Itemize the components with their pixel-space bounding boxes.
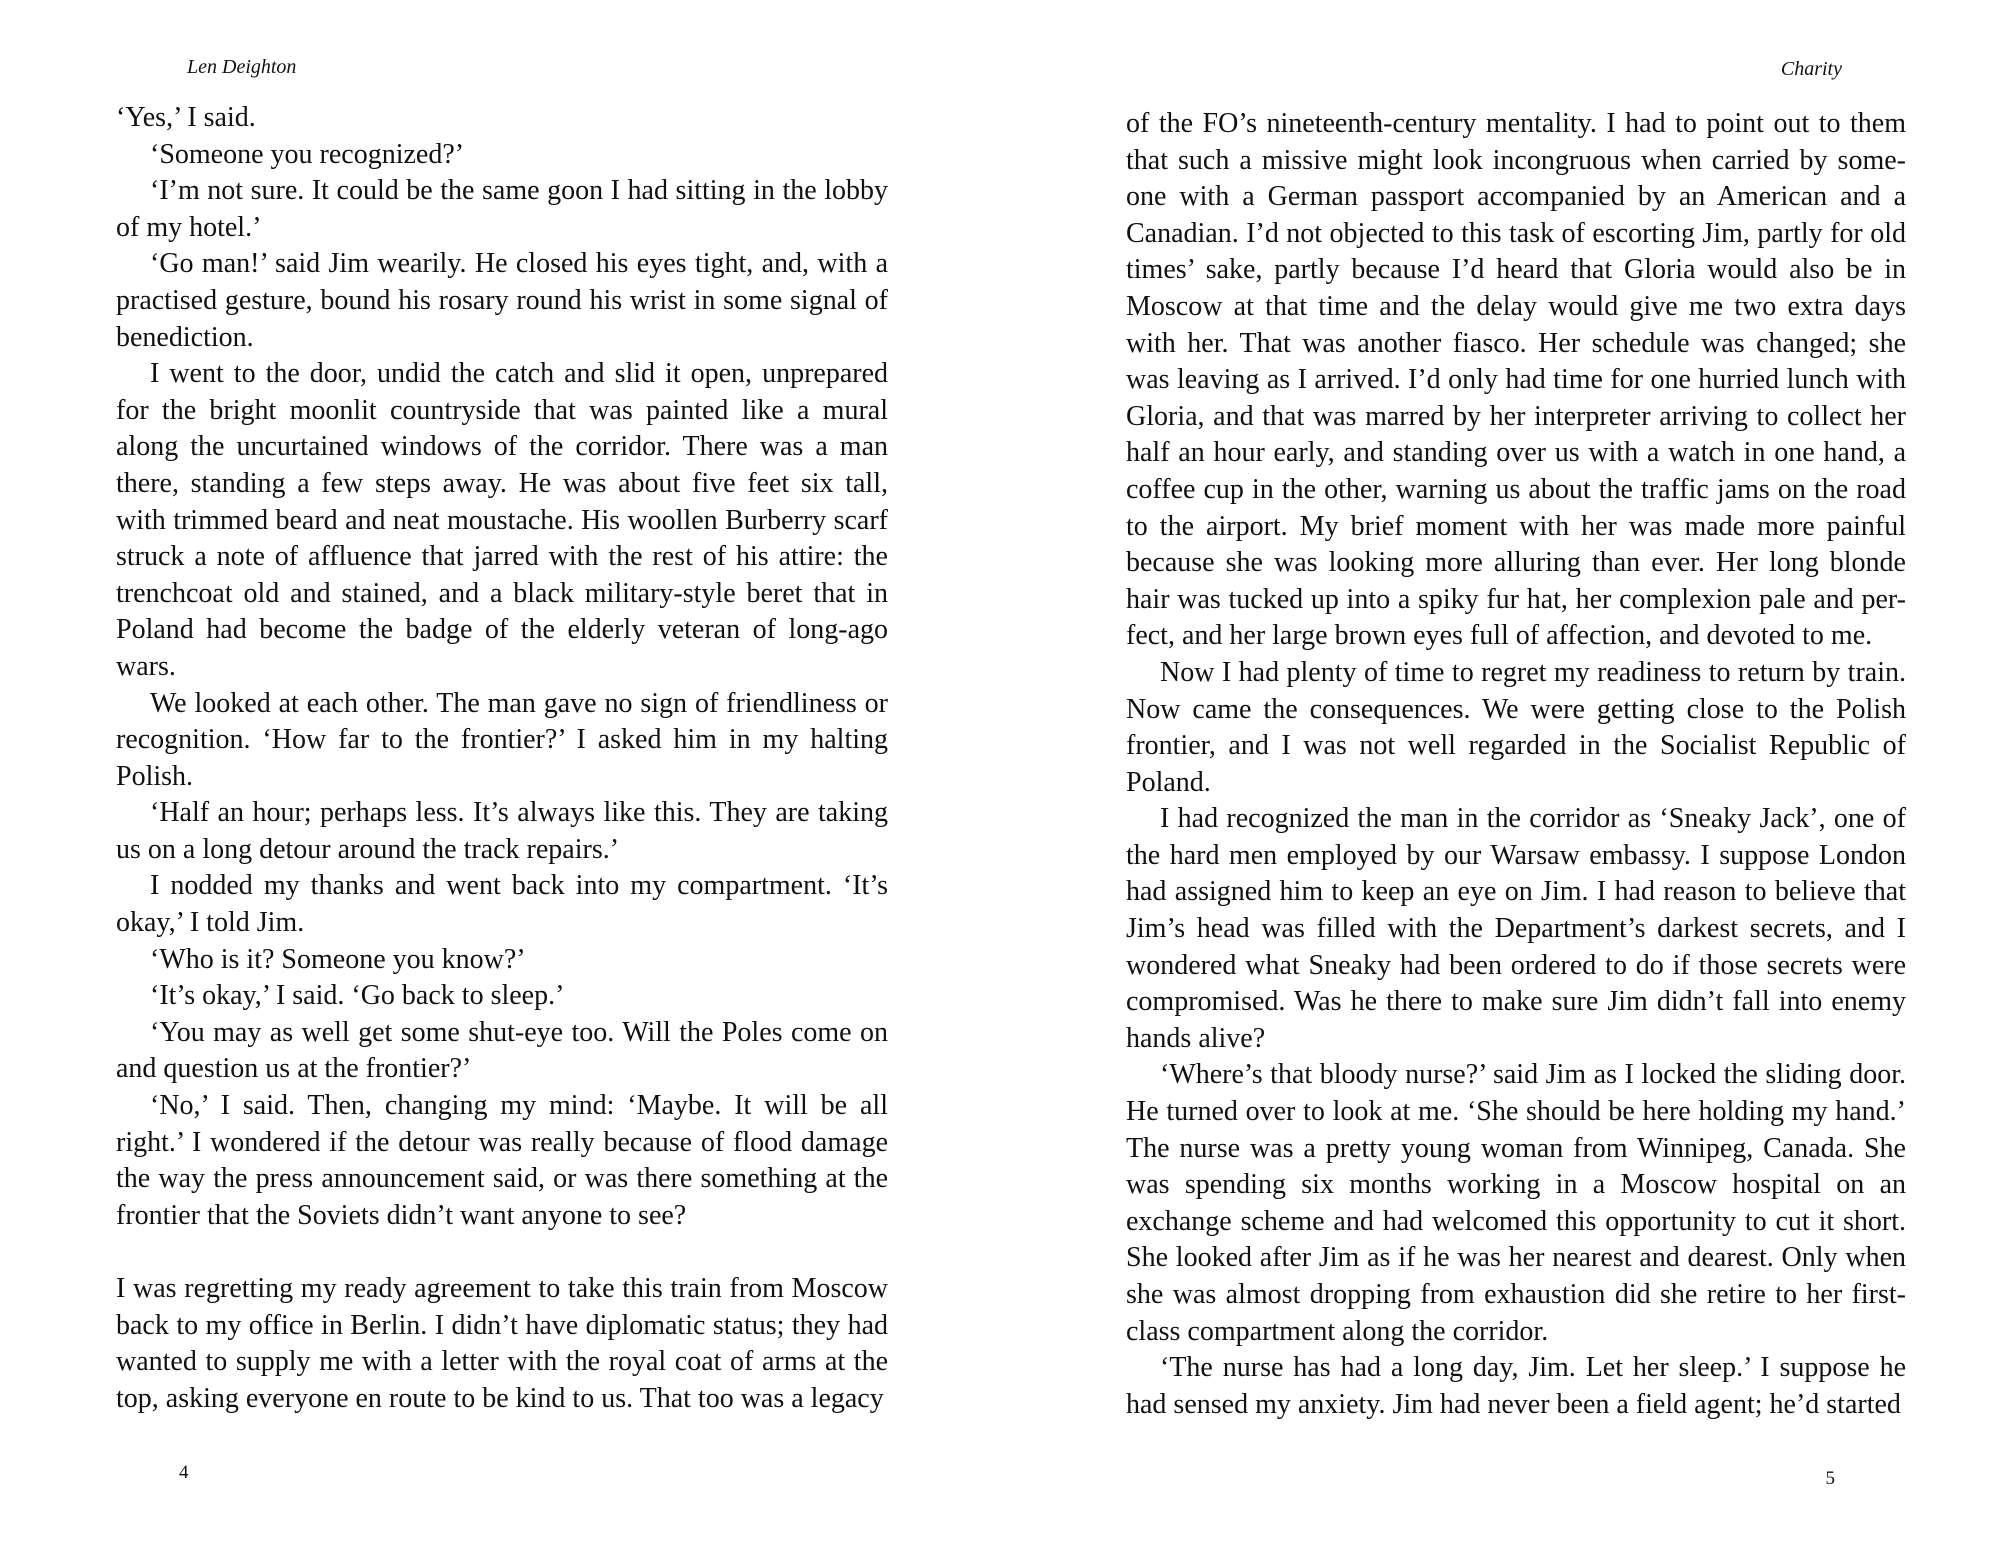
page-number-right: 5 <box>1825 1468 1835 1489</box>
paragraph: ‘Go man!’ said Jim wearily. He closed his eyes tight, and, with a practised gesture, bound his rosary round his wrist in some signal of benediction. <box>116 248 888 353</box>
paragraph-section-start: I was regretting my ready agreement to take this train from Moscow back to my office in Berlin. I didn’t have diplomatic status; they had wanted to supply me with a letter with the royal coat of arms at the top, asking everyone en route to be kind to us. That too was a legacy <box>116 1273 888 1414</box>
paragraph: ‘It’s okay,’ I said. ‘Go back to sleep.’ <box>150 980 565 1012</box>
paragraph: ‘Where’s that bloody nurse?’ said Jim as I locked the sliding door. He turned over to look at me. ‘She should be here holding my hand.’ The nurse was a pretty young woman from Winnipeg, Canada. She was spending six months working in a Moscow hospital on an exchange scheme and had welcomed this opportunity to cut it short. She looked after Jim as if he was her nearest and dearest. Only when she was almost dropping from exhaustion did she retire to her first-class compartment along the corridor. <box>1126 1059 1906 1347</box>
paragraph: Now I had plenty of time to regret my readiness to return by train. Now came the consequences. We were getting close to the Polish frontier, and I was not well regarded in the Socialist Republic of Poland. <box>1126 656 1906 798</box>
paragraph: I had recognized the man in the corridor as ‘Sneaky Jack’, one of the hard men employed by our Warsaw embassy. I suppose London had assigned him to keep an eye on Jim. I had reason to believe that Jim’s head was filled with the Department’s darkest secrets, and I wondered what Sneaky had been ordered to do if those secrets were compromised. Was he there to make sure Jim didn’t fall into enemy hands alive? <box>1126 803 1906 1054</box>
running-head-author: Len Deighton <box>187 56 297 78</box>
paragraph: ‘No,’ I said. Then, changing my mind: ‘Maybe. It will be all right.’ I wondered if the detour was really because of flood damage the way the press announcement said, or was there something at the frontier that the Soviets didn’t want anyone to see? <box>116 1090 888 1231</box>
paragraph: ‘You may as well get some shut-eye too. Will the Poles come on and question us at the frontier?’ <box>116 1016 888 1085</box>
paragraph-continued: of the FO’s nineteenth-century mentality. I had to point out to them that such a missive might look incongruous when carried by some-one with a German passport accompanied by an American and a Canadian. I’d not objected to this task of escorting Jim, partly for old times’ sake, partly because I’d heard that Gloria would also be in Moscow at that time and the delay would give me two extra days with her. That was another fiasco. Her schedule was changed; she was leaving as I arrived. I’d only had time for one hurried lunch with Gloria, and that was marred by her interpreter arriving to collect her half an hour early, and standing over us with a watch in one hand, a coffee cup in the other, warning us about the traffic jams on the road to the airport. My brief moment with her was made more painful because she was looking more alluring than ever. Her long blonde hair was tucked up into a spiky fur hat, her complexion pale and per-fect, and her large brown eyes full of affection, and devoted to me. <box>1126 108 1906 652</box>
paragraph: ‘I’m not sure. It could be the same goon I had sitting in the lobby of my hotel.’ <box>116 175 888 243</box>
right-page-text <box>1126 106 1906 1423</box>
paragraph: ‘Someone you recognized?’ <box>150 138 465 170</box>
paragraph: ‘Who is it? Someone you know?’ <box>150 943 526 975</box>
paragraph: ‘The nurse has had a long day, Jim. Let her sleep.’ I suppose he had sensed my anxiety. Jim had never been a field agent; he’d started <box>1126 1352 1906 1420</box>
paragraph: ‘Half an hour; perhaps less. It’s always like this. They are taking us on a long detour around the track repairs.’ <box>116 797 888 865</box>
paragraph: We looked at each other. The man gave no sign of friendliness or recognition. ‘How far to the frontier?’ I asked him in my halting Polish. <box>116 687 888 792</box>
running-head-title: Charity <box>1780 58 1842 80</box>
paragraph: ‘Yes,’ I said. <box>116 102 256 133</box>
right-page <box>1000 0 2000 1549</box>
paragraph: I went to the door, undid the catch and slid it open, unprepared for the bright moonlit countryside that was painted like a mural along the uncurtained windows of the corridor. There was a man there, standing a few steps away. He was about five feet six tall, with trimmed beard and neat moustache. His woollen Burberry scarf struck a note of affluence that jarred with the rest of his attire: the trenchcoat old and stained, and a black military-style beret that in Poland had become the badge of the elderly veteran of long-ago wars. <box>116 358 888 682</box>
paragraph: I nodded my thanks and went back into my compartment. ‘It’s okay,’ I told Jim. <box>116 870 888 939</box>
left-page-text <box>116 100 888 1417</box>
page-number-left: 4 <box>179 1462 189 1483</box>
